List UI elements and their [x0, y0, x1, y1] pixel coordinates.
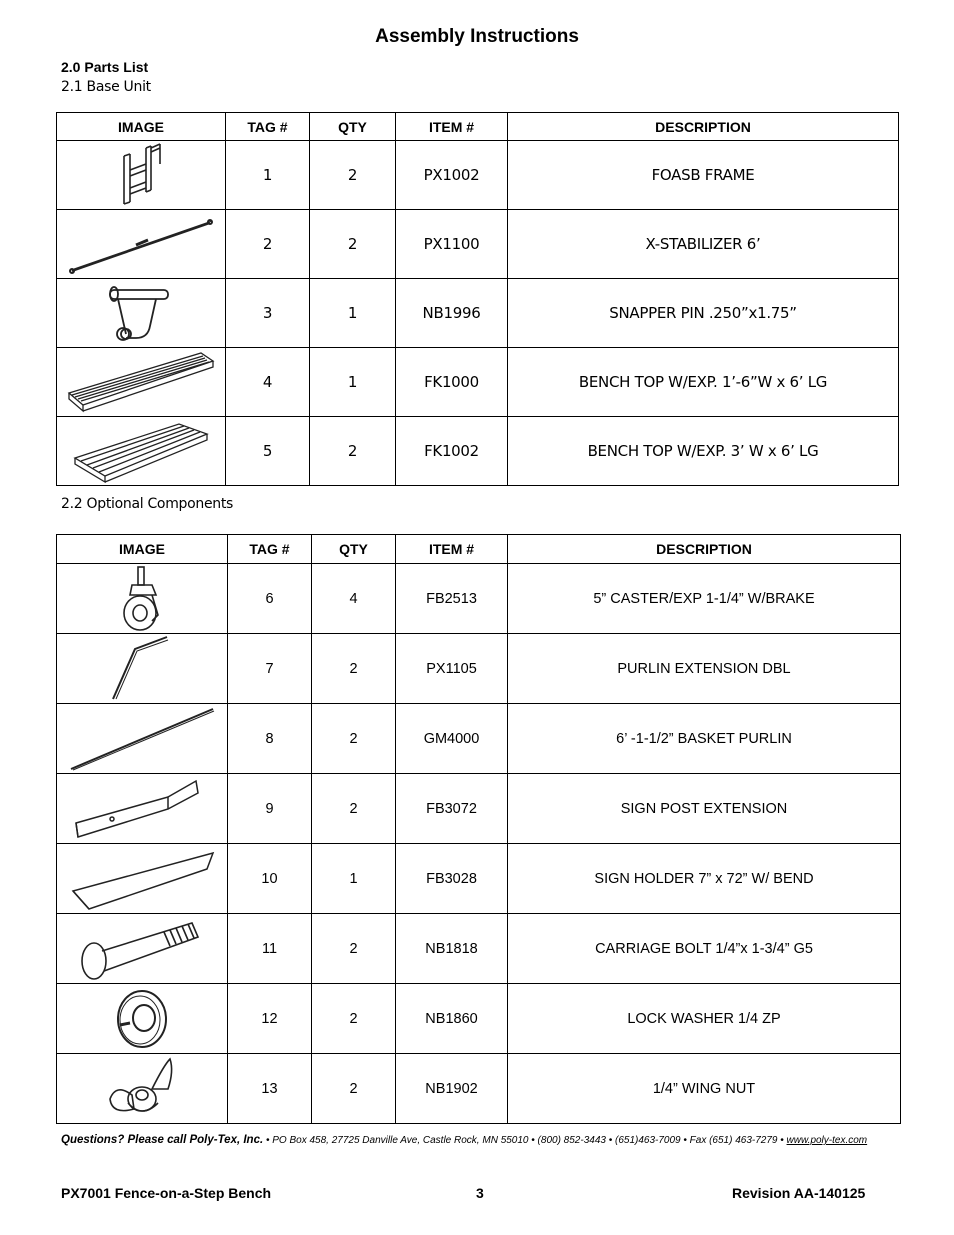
optional-components-table — [56, 534, 901, 1124]
table-row — [57, 984, 901, 1054]
description-cell: SIGN POST EXTENSION — [508, 774, 901, 844]
optional-components-heading: 2.2 Optional Components — [61, 496, 234, 512]
sign-holder-icon — [57, 844, 228, 914]
table-row — [57, 279, 899, 348]
item-cell: GM4000 — [396, 704, 508, 774]
footer-product: PX7001 Fence-on-a-Step Bench — [61, 1185, 272, 1201]
table-row — [57, 564, 901, 634]
item-cell: FB3028 — [396, 844, 508, 914]
purlin-extension-icon — [57, 634, 228, 704]
tag-cell: 13 — [228, 1054, 312, 1124]
tag-cell: 7 — [228, 634, 312, 704]
item-cell: NB1818 — [396, 914, 508, 984]
col-header-description: DESCRIPTION — [508, 113, 899, 141]
description-cell: SIGN HOLDER 7” x 72” W/ BEND — [508, 844, 901, 914]
wing-nut-icon — [57, 1054, 228, 1124]
table-header-row — [57, 113, 899, 141]
basket-purlin-icon — [57, 704, 228, 774]
x-stabilizer-icon — [57, 210, 226, 279]
table-row — [57, 1054, 901, 1124]
item-cell: PX1002 — [396, 141, 508, 210]
description-cell: CARRIAGE BOLT 1/4”x 1-3/4” G5 — [508, 914, 901, 984]
tag-cell: 2 — [226, 210, 310, 279]
base-unit-table — [56, 112, 899, 486]
table-row — [57, 417, 899, 486]
foasb-frame-icon — [57, 141, 226, 210]
base-unit-heading: 2.1 Base Unit — [61, 79, 151, 95]
description-cell: 6’ -1-1/2” BASKET PURLIN — [508, 704, 901, 774]
qty-cell: 2 — [310, 417, 396, 486]
item-cell: FB2513 — [396, 564, 508, 634]
footer-contact-line — [61, 1134, 867, 1146]
tag-cell: 12 — [228, 984, 312, 1054]
qty-cell: 2 — [312, 1054, 396, 1124]
table-row — [57, 348, 899, 417]
item-cell: NB1860 — [396, 984, 508, 1054]
tag-cell: 3 — [226, 279, 310, 348]
qty-cell: 2 — [312, 914, 396, 984]
col-header-qty: QTY — [312, 535, 396, 564]
table-row — [57, 914, 901, 984]
description-cell: BENCH TOP W/EXP. 1’-6”W x 6’ LG — [508, 348, 899, 417]
description-cell: BENCH TOP W/EXP. 3’ W x 6’ LG — [508, 417, 899, 486]
col-header-image: IMAGE — [57, 535, 228, 564]
caster-icon — [57, 564, 228, 634]
col-header-description: DESCRIPTION — [508, 535, 901, 564]
footer-questions: Questions? Please call Poly-Tex, Inc. — [61, 1134, 264, 1146]
qty-cell: 2 — [312, 774, 396, 844]
item-cell: NB1902 — [396, 1054, 508, 1124]
col-header-qty: QTY — [310, 113, 396, 141]
qty-cell: 2 — [312, 704, 396, 774]
qty-cell: 1 — [310, 279, 396, 348]
lock-washer-icon — [57, 984, 228, 1054]
item-cell: FK1002 — [396, 417, 508, 486]
table-row — [57, 844, 901, 914]
sign-post-extension-icon — [57, 774, 228, 844]
bench-top-icon — [57, 348, 226, 417]
col-header-tag: TAG # — [228, 535, 312, 564]
table-row — [57, 704, 901, 774]
page-title: Assembly Instructions — [375, 26, 579, 47]
description-cell: PURLIN EXTENSION DBL — [508, 634, 901, 704]
footer-website-link[interactable]: www.poly-tex.com — [786, 1135, 868, 1146]
table-row — [57, 774, 901, 844]
item-cell: FB3072 — [396, 774, 508, 844]
tag-cell: 8 — [228, 704, 312, 774]
col-header-tag: TAG # — [226, 113, 310, 141]
table-header-row — [57, 535, 901, 564]
carriage-bolt-icon — [57, 914, 228, 984]
qty-cell: 4 — [312, 564, 396, 634]
tag-cell: 1 — [226, 141, 310, 210]
footer-contact: • PO Box 458, 27725 Danville Ave, Castle Rock, MN 55010 • (800) 852-3443 • (651)463-7009 • Fax (651) 463-7279 • — [263, 1135, 787, 1146]
qty-cell: 2 — [310, 141, 396, 210]
table-row — [57, 210, 899, 279]
qty-cell: 1 — [312, 844, 396, 914]
qty-cell: 1 — [310, 348, 396, 417]
tag-cell: 5 — [226, 417, 310, 486]
col-header-item: ITEM # — [396, 535, 508, 564]
section-heading: 2.0 Parts List — [61, 59, 149, 75]
tag-cell: 11 — [228, 914, 312, 984]
tag-cell: 10 — [228, 844, 312, 914]
qty-cell: 2 — [312, 634, 396, 704]
qty-cell: 2 — [312, 984, 396, 1054]
item-cell: PX1105 — [396, 634, 508, 704]
tag-cell: 4 — [226, 348, 310, 417]
qty-cell: 2 — [310, 210, 396, 279]
description-cell: X-STABILIZER 6’ — [508, 210, 899, 279]
description-cell: 1/4” WING NUT — [508, 1054, 901, 1124]
description-cell: SNAPPER PIN .250”x1.75” — [508, 279, 899, 348]
tag-cell: 6 — [228, 564, 312, 634]
page-number: 3 — [476, 1185, 484, 1201]
table-row — [57, 634, 901, 704]
snapper-pin-icon — [57, 279, 226, 348]
col-header-item: ITEM # — [396, 113, 508, 141]
description-cell: FOASB FRAME — [508, 141, 899, 210]
item-cell: NB1996 — [396, 279, 508, 348]
description-cell: LOCK WASHER 1/4 ZP — [508, 984, 901, 1054]
col-header-image: IMAGE — [57, 113, 226, 141]
item-cell: FK1000 — [396, 348, 508, 417]
description-cell: 5” CASTER/EXP 1-1/4” W/BRAKE — [508, 564, 901, 634]
tag-cell: 9 — [228, 774, 312, 844]
footer-revision: Revision AA-140125 — [732, 1185, 866, 1201]
bench-top-wide-icon — [57, 417, 226, 486]
table-row — [57, 141, 899, 210]
item-cell: PX1100 — [396, 210, 508, 279]
